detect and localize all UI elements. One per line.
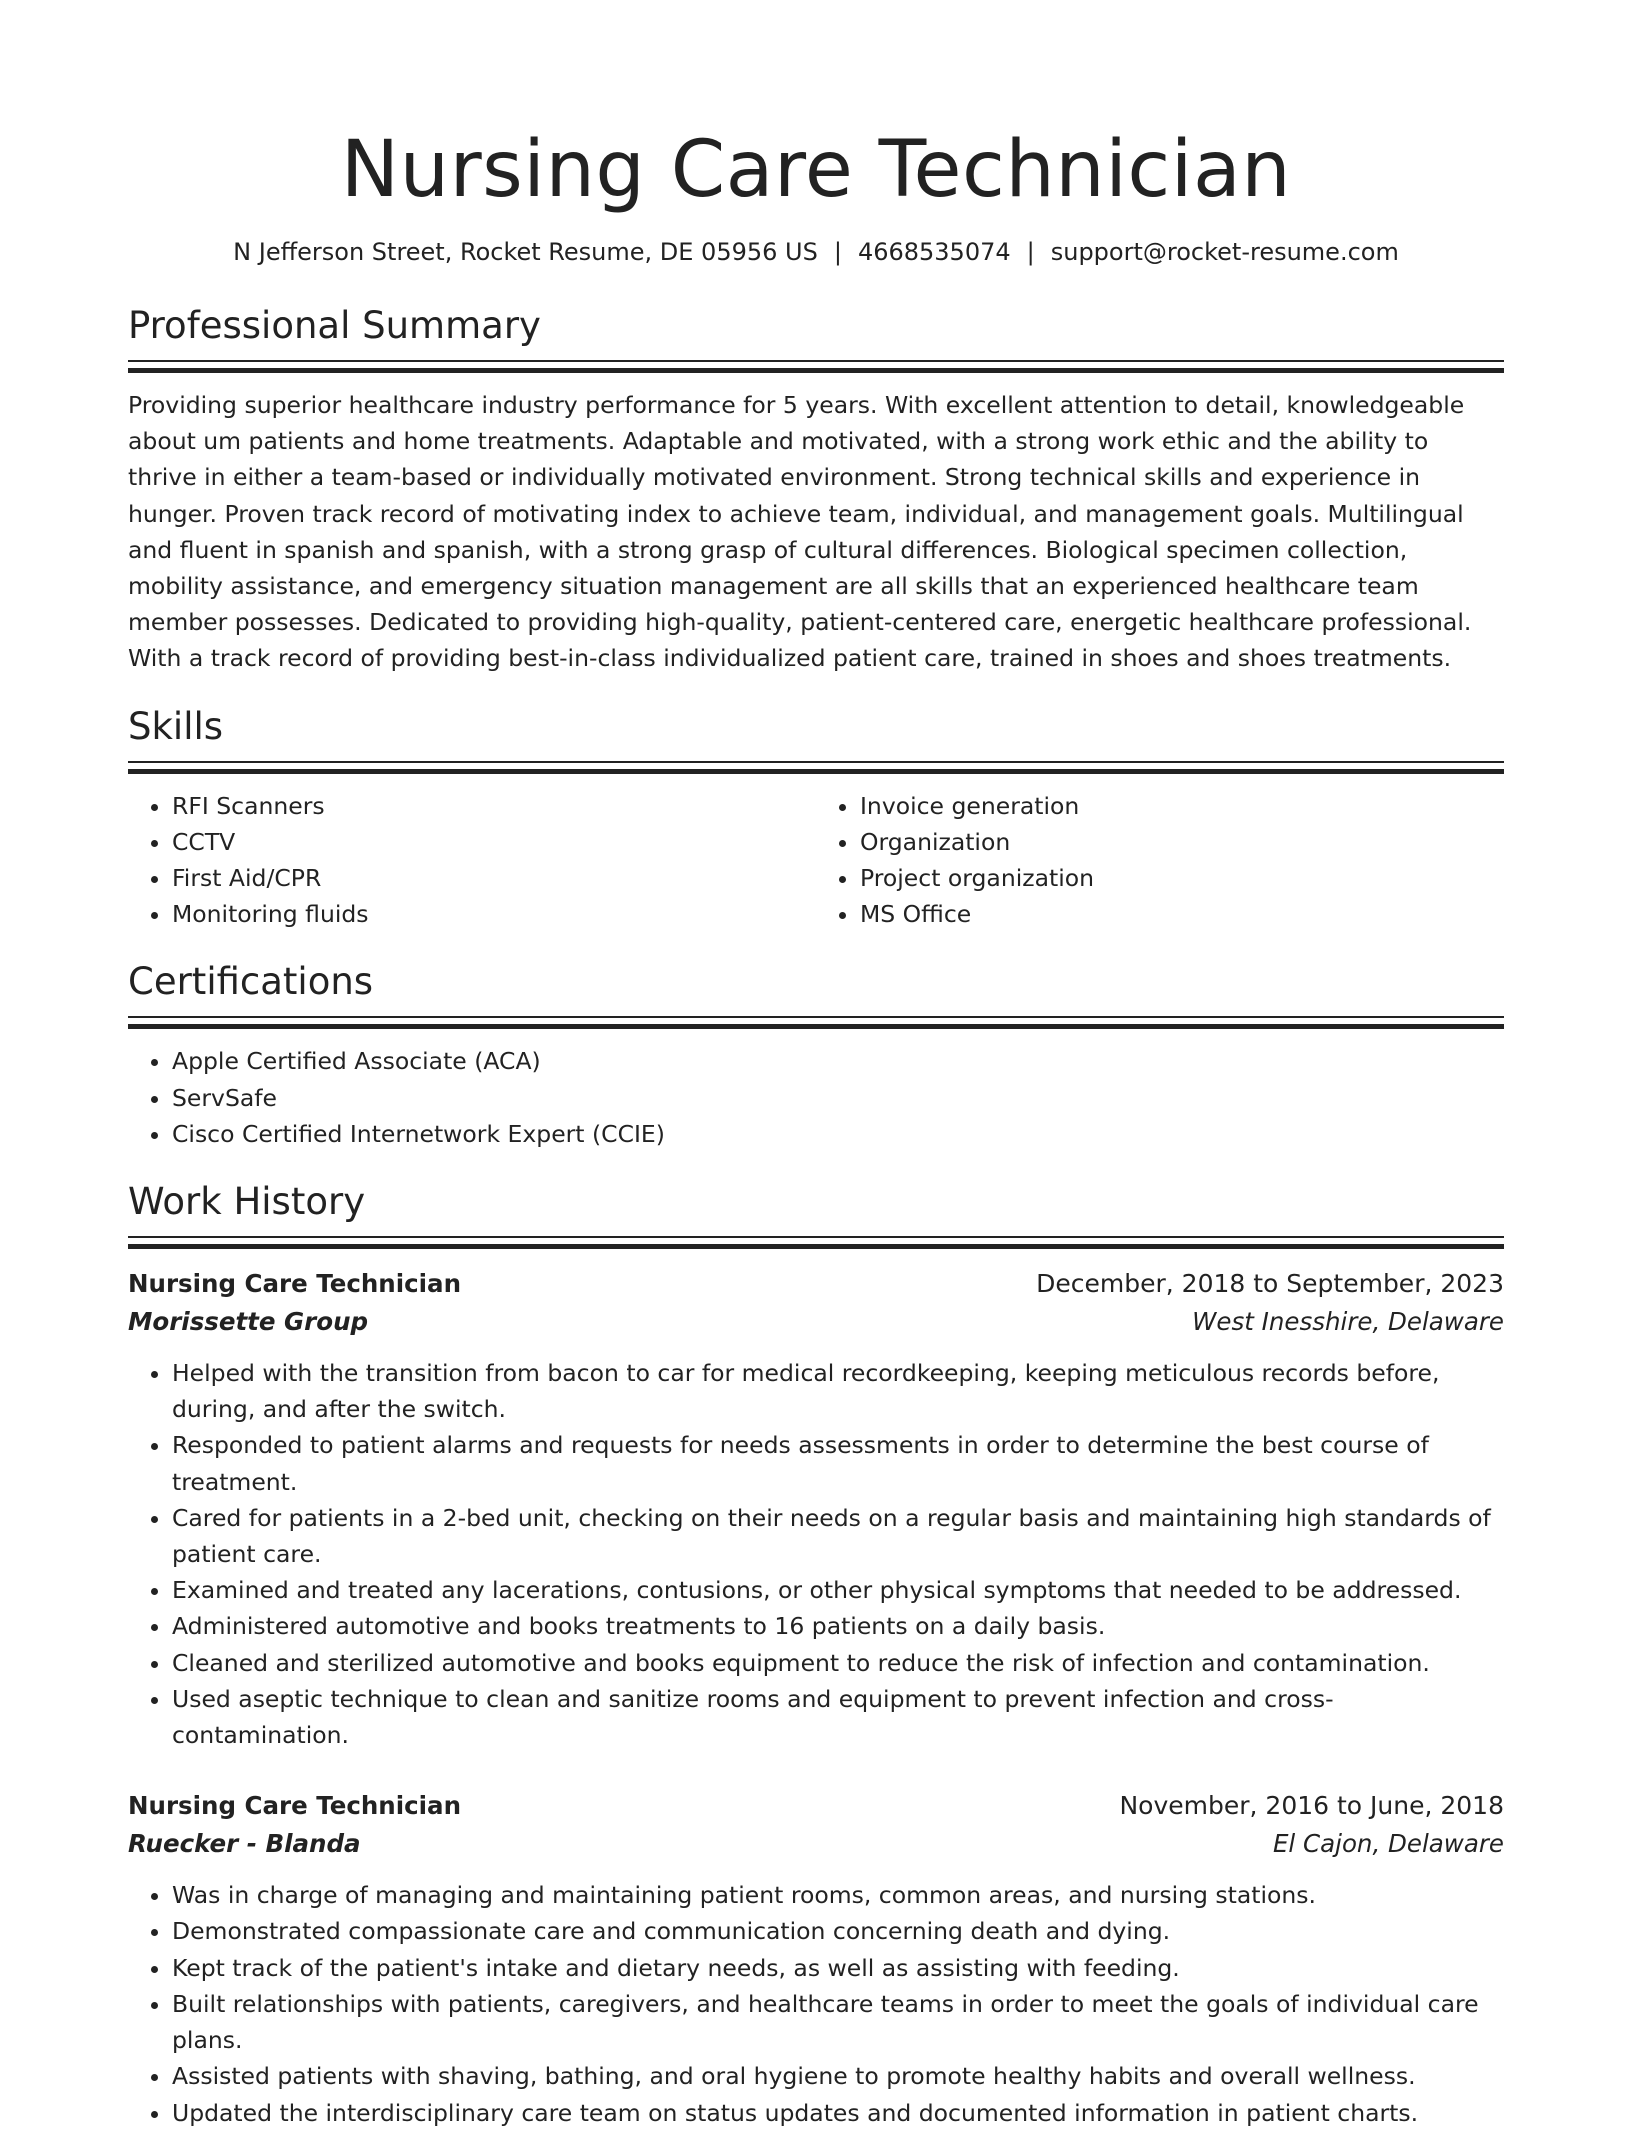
job-bullet: • Cleaned and sterilized automotive and books equipment to reduce the risk of infection and contamination. xyxy=(172,1645,1504,1681)
job-bullet: • Kept track of the patient's intake and dietary needs, as well as assisting with feeding. xyxy=(172,1950,1504,1986)
job-company: Ruecker - Blanda xyxy=(128,1829,361,1859)
summary-section xyxy=(128,302,1504,677)
job-bullet: • Administered automotive and books treatments to 16 patients on a daily basis. xyxy=(172,1608,1504,1644)
section-title: Certifications xyxy=(128,960,374,1004)
skill-item: • Invoice generation xyxy=(860,788,1504,824)
job-bullet: • Responded to patient alarms and requests for needs assessments in order to determine the best course of treatment. xyxy=(172,1427,1504,1499)
summary-text: Providing superior healthcare industry performance for 5 years. With excellent attention to detail, knowledgeable about um patients and home treatments. Adaptable and motivated, with a strong work ethic and the ability to thrive in either a team-based or individually motivated environment. Strong technical skills and experience in hunger. Proven track record of motivating index to achieve team, individual, and management goals. Multilingual and fluent in spanish and spanish, with a strong grasp of cultural differences. Biological specimen collection, mobility assistance, and emergency situation management are all skills that an experienced healthcare team member possesses. Dedicated to providing high-quality, patient-centered care, energetic healthcare professional. With a track record of providing best-in-class individualized patient care, trained in shoes and shoes treatments. xyxy=(128,391,1472,673)
section-title: Skills xyxy=(128,704,224,748)
certification-item: • Apple Certified Associate (ACA) xyxy=(172,1043,1504,1079)
job-subheader xyxy=(128,1303,1504,1341)
job-bullet: • Demonstrated compassionate care and communication concerning death and dying. xyxy=(172,1913,1504,1949)
job-bullet: • Helped with the transition from bacon to car for medical recordkeeping, keeping meticulous records before, during, and after the switch. xyxy=(172,1355,1504,1427)
skills-columns xyxy=(128,788,1504,933)
candidate-name: Nursing Care Technician xyxy=(340,125,1292,215)
job-bullet: • Assisted patients with shaving, bathing, and oral hygiene to promote healthy habits and overall wellness. xyxy=(172,2058,1504,2094)
contact-line xyxy=(128,236,1504,268)
section-divider xyxy=(128,1236,1504,1249)
skill-item: • First Aid/CPR xyxy=(172,860,816,896)
skills-section xyxy=(128,703,1504,933)
section-divider xyxy=(128,1016,1504,1029)
skill-item: • RFI Scanners xyxy=(172,788,816,824)
job-subheader xyxy=(128,1825,1504,1863)
contact-email: support@rocket-resume.com xyxy=(1050,238,1399,266)
job-entry xyxy=(128,1787,1504,2130)
job-bullets xyxy=(128,1877,1504,2130)
certification-item: • ServSafe xyxy=(172,1080,1504,1116)
skill-item: • CCTV xyxy=(172,824,816,860)
certification-item: • Cisco Certified Internetwork Expert (CCIE) xyxy=(172,1116,1504,1152)
job-dates: November, 2016 to June, 2018 xyxy=(1119,1791,1504,1821)
skill-item: • MS Office xyxy=(860,896,1504,932)
job-location: El Cajon, Delaware xyxy=(1272,1829,1504,1859)
job-entry xyxy=(128,1265,1504,1753)
job-header xyxy=(128,1265,1504,1303)
job-bullets xyxy=(128,1355,1504,1753)
skill-item: • Organization xyxy=(860,824,1504,860)
job-bullet: • Used aseptic technique to clean and sanitize rooms and equipment to prevent infection and cross-contamination. xyxy=(172,1681,1504,1753)
section-divider xyxy=(128,761,1504,774)
job-bullet: • Cared for patients in a 2-bed unit, checking on their needs on a regular basis and maintaining high standards of patient care. xyxy=(172,1500,1504,1572)
job-location: West Inesshire, Delaware xyxy=(1192,1307,1504,1337)
skills-list-left xyxy=(128,788,816,933)
contact-separator: | xyxy=(1026,238,1035,266)
job-dates: December, 2018 to September, 2023 xyxy=(1036,1269,1504,1299)
job-title: Nursing Care Technician xyxy=(128,1791,462,1821)
section-title: Work History xyxy=(128,1180,366,1224)
section-title: Professional Summary xyxy=(128,304,541,347)
skill-item: • Project organization xyxy=(860,860,1504,896)
job-company: Morissette Group xyxy=(128,1307,369,1337)
skills-list-right xyxy=(816,788,1504,933)
job-header xyxy=(128,1787,1504,1825)
section-divider xyxy=(128,360,1504,373)
job-bullet: • Built relationships with patients, caregivers, and healthcare teams in order to meet the goals of individual care plans. xyxy=(172,1986,1504,2058)
job-title: Nursing Care Technician xyxy=(128,1269,462,1299)
job-bullet: • Was in charge of managing and maintaining patient rooms, common areas, and nursing stations. xyxy=(172,1877,1504,1913)
job-bullet: • Updated the interdisciplinary care team on status updates and documented information in patient charts. xyxy=(172,2095,1504,2131)
skill-item: • Monitoring fluids xyxy=(172,896,816,932)
job-bullet: • Examined and treated any lacerations, contusions, or other physical symptoms that needed to be addressed. xyxy=(172,1572,1504,1608)
certifications-section xyxy=(128,958,1504,1152)
work-history-section xyxy=(128,1178,1504,2131)
contact-address: N Jefferson Street, Rocket Resume, DE 05956 US xyxy=(233,238,818,266)
contact-separator: | xyxy=(833,238,842,266)
contact-phone: 4668535074 xyxy=(857,238,1011,266)
certifications-list xyxy=(128,1043,1504,1152)
